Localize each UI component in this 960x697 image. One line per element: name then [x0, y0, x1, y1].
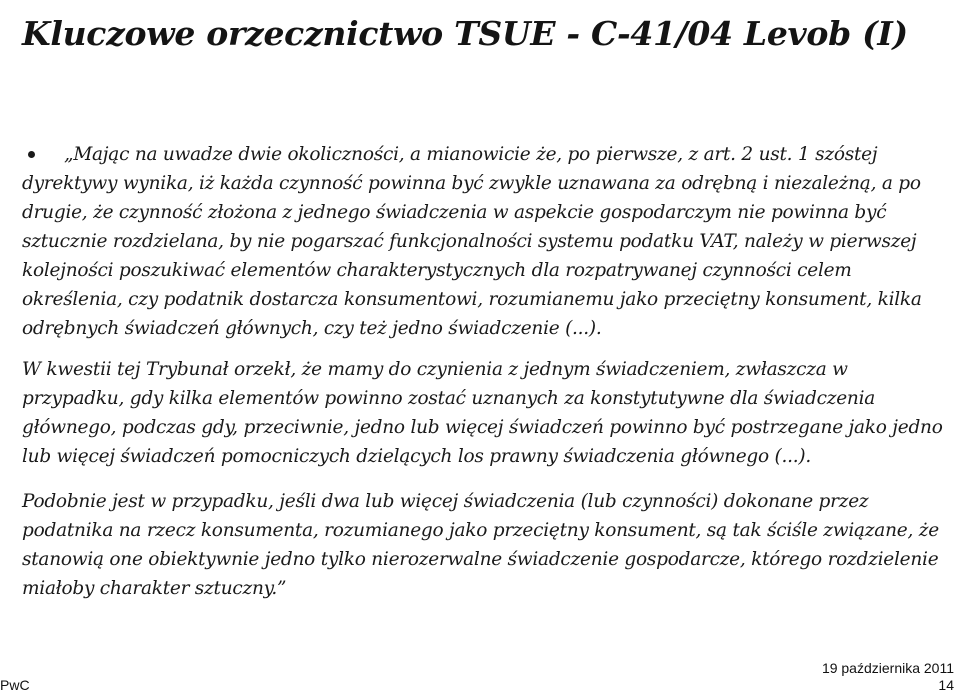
quote-paragraph-1: „Mając na uwadze dwie okoliczności, a mianowicie że, po pierwsze, z art. 2 ust. 1 szóstej dyrektywy wynika, iż każda czynność powinna być zwykle uznawana za odrębną i niezależną, a po drugie, że czynność złożona z jednego świadczenia w aspekcie gospodarczym nie powinna być sztucznie rozdzielana, by nie pogarszać funkcjonalności systemu podatku VAT, należy w pierwszej kolejności poszukiwać elementów charakterystycznych dla rozpatrywanej czynności celem określenia, czy podatnik dostarcza konsumentowi, rozumianemu jako przeciętny konsument, kilka odrębnych świadczeń głównych, czy też jedno świadczenie (...).: [22, 144, 922, 339]
quote-paragraph-3: Podobnie jest w przypadku, jeśli dwa lub więcej świadczenia (lub czynności) dokonane przez podatnika na rzecz konsumenta, rozumianego jako przeciętny konsument, są tak ściśle związane, że stanowią one obiektywnie jedno tylko nierozerwalne świadczenie gospodarcze, którego rozdzielenie miałoby charakter sztuczny.”: [22, 491, 939, 599]
page-number: 14: [938, 677, 954, 693]
footer-brand: PwC: [0, 677, 30, 693]
slide-body: [22, 140, 944, 603]
footer-date: 19 października 2011: [821, 660, 954, 676]
quote-paragraph-2: W kwestii tej Trybunał orzekł, że mamy do czynienia z jednym świadczeniem, zwłaszcza w przypadku, gdy kilka elementów powinno zostać uznanych za konstytutywne dla świadczenia głównego, podczas gdy, przeciwnie, jedno lub więcej świadczeń powinno być postrzegane jako jedno lub więcej świadczeń pomocniczych dzielących los prawny świadczenia głównego (...).: [22, 359, 943, 467]
footer-meta: [822, 660, 954, 694]
slide-title: Kluczowe orzecznictwo TSUE - C-41/04 Levob (I): [22, 14, 908, 53]
bullet-icon: [28, 151, 35, 158]
bullet-item: [22, 140, 944, 343]
